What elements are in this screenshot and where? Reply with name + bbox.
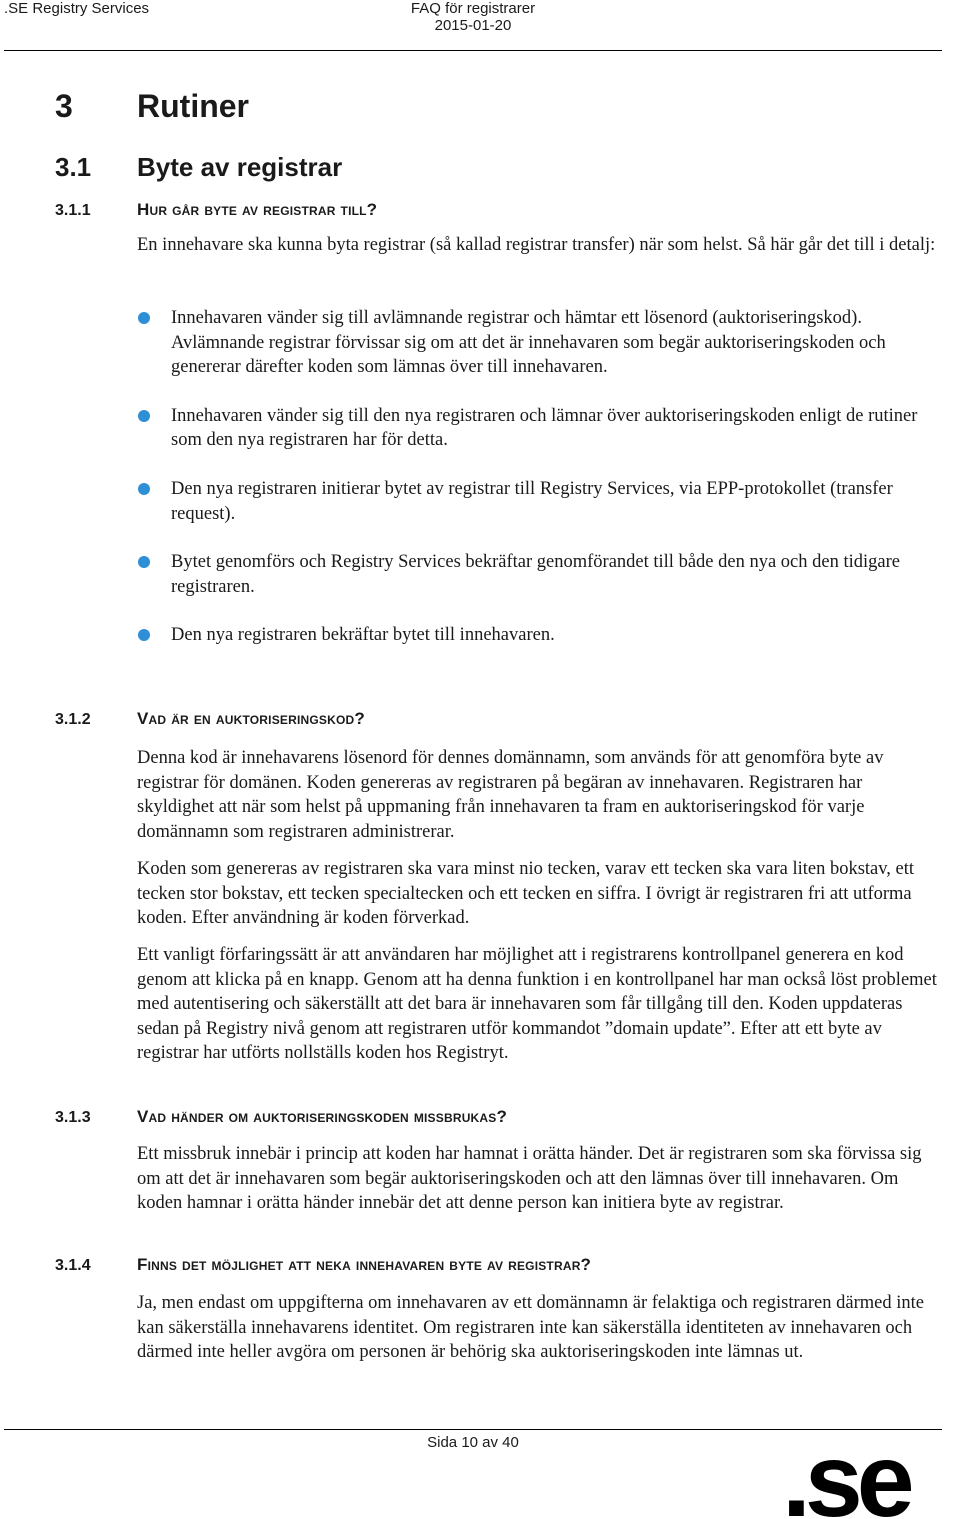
bullet-icon (138, 556, 150, 568)
section-title: Byte av registrar (137, 152, 343, 182)
transfer-steps-list (137, 306, 937, 672)
subsection-title: Hur går byte av registrar till? (137, 200, 378, 219)
subsection-number: 3.1.3 (55, 1109, 91, 1126)
bullet-icon (138, 312, 150, 324)
page-header (0, 0, 960, 52)
subsection-number: 3.1.2 (55, 711, 91, 728)
page-number: Sida 10 av 40 (427, 1434, 519, 1451)
subsection-heading-2 (55, 709, 365, 730)
header-org: .SE Registry Services (4, 0, 150, 17)
chapter-title: Rutiner (137, 88, 249, 124)
sub2-paragraph-1: Denna kod är innehavarens lösenord för dennes domännamn, som används för att genomföra byte av registrar för domänen. Koden genereras av registraren på begäran av innehavaren. Registraren har skyldighet att när som helst på uppmaning från innehavaren ta fram en auktoriseringskod för varje domännamn som registraren administrerar. (137, 748, 884, 842)
subsection-title: Finns det möjlighet att neka innehavaren byte av registrar? (137, 1255, 592, 1274)
sub2-paragraph-3: Ett vanligt förfaringssätt är att användaren har möjlighet att i registrarens kontrollpanel generera en kod genom att klicka på en knapp. Genom att ha denna funktion i en kontrollpanel har man också löst problemet med autentisering och säkerställt att det bara är innehavaren som får tillgång till den. Koden uppdateras sedan på Registry nivå genom att registraren utför kommandot ”domain update”. Efter att ett byte av registrar har utförts nollställs koden hos Registryt. (137, 945, 937, 1064)
subsection-title: Vad händer om auktoriseringskoden missbrukas? (137, 1107, 508, 1126)
sub2-paragraph-2: Koden som genereras av registraren ska vara minst nio tecken, varav ett tecken ska vara liten bokstav, ett tecken stor bokstav, ett tecken specialtecken och ett tecken en siffra. I övrigt är registraren fri att utforma koden. Efter användning är koden förverkad. (137, 859, 915, 929)
subsection-number: 3.1.1 (55, 202, 91, 219)
footer-divider (4, 1429, 942, 1430)
subsection-heading-4 (55, 1255, 591, 1276)
sub3-paragraph: Ett missbruk innebär i princip att koden har hamnat i orätta händer. Det är registraren som ska förvissa sig om att det är innehavaren som begär auktoriseringskoden och att den lämnas över till innehavaren. Om koden hamnar i orätta händer innebär det att denne person kan initiera byte av registrar. (137, 1144, 922, 1214)
logo-text: .se (782, 1438, 909, 1519)
chapter-number: 3 (55, 88, 73, 124)
se-logo-icon (780, 1438, 960, 1519)
bullet-icon (138, 410, 150, 422)
subsection-title: Vad är en auktoriseringskod? (137, 709, 365, 728)
chapter-heading (55, 86, 249, 126)
list-item: Innehavaren vänder sig till avlämnande registrar och hämtar ett lösenord (auktoriseringskod). Avlämnande registrar förvissar sig om att det är innehavaren som begär auktoriseringskoden och genererar därefter koden som lämnas över till innehavaren. (137, 306, 937, 380)
bullet-icon (138, 629, 150, 641)
sub4-paragraph: Ja, men endast om uppgifterna om innehavaren av ett domännamn är felaktiga och registraren därmed inte kan säkerställa innehavarens identitet. Om registraren inte kan säkerställa identiteten av innehavaren och därmed inte heller avgöra om personen är behörig ska auktoriseringskoden inte lämnas ut. (137, 1293, 924, 1363)
list-item: Bytet genomförs och Registry Services bekräftar genomförandet till både den nya och den tidigare registraren. (137, 550, 937, 599)
sub1-intro: En innehavare ska kunna byta registrar (så kallad registrar transfer) när som helst. Så här går det till i detalj: (137, 235, 936, 255)
subsection-heading-3 (55, 1107, 507, 1128)
header-date: 2015-01-20 (434, 17, 512, 34)
header-divider (4, 50, 942, 51)
section-heading (55, 151, 342, 183)
section-number: 3.1 (55, 152, 92, 182)
list-item: Innehavaren vänder sig till den nya registraren och lämnar över auktoriseringskoden enligt de rutiner som den nya registraren har för detta. (137, 404, 937, 453)
subsection-heading-1 (55, 200, 377, 221)
bullet-icon (138, 483, 150, 495)
list-item: Den nya registraren initierar bytet av registrar till Registry Services, via EPP-protokollet (transfer request). (137, 477, 937, 526)
header-doc-title: FAQ för registrarer (410, 0, 536, 17)
list-item: Den nya registraren bekräftar bytet till innehavaren. (137, 623, 937, 648)
subsection-number: 3.1.4 (55, 1257, 91, 1274)
